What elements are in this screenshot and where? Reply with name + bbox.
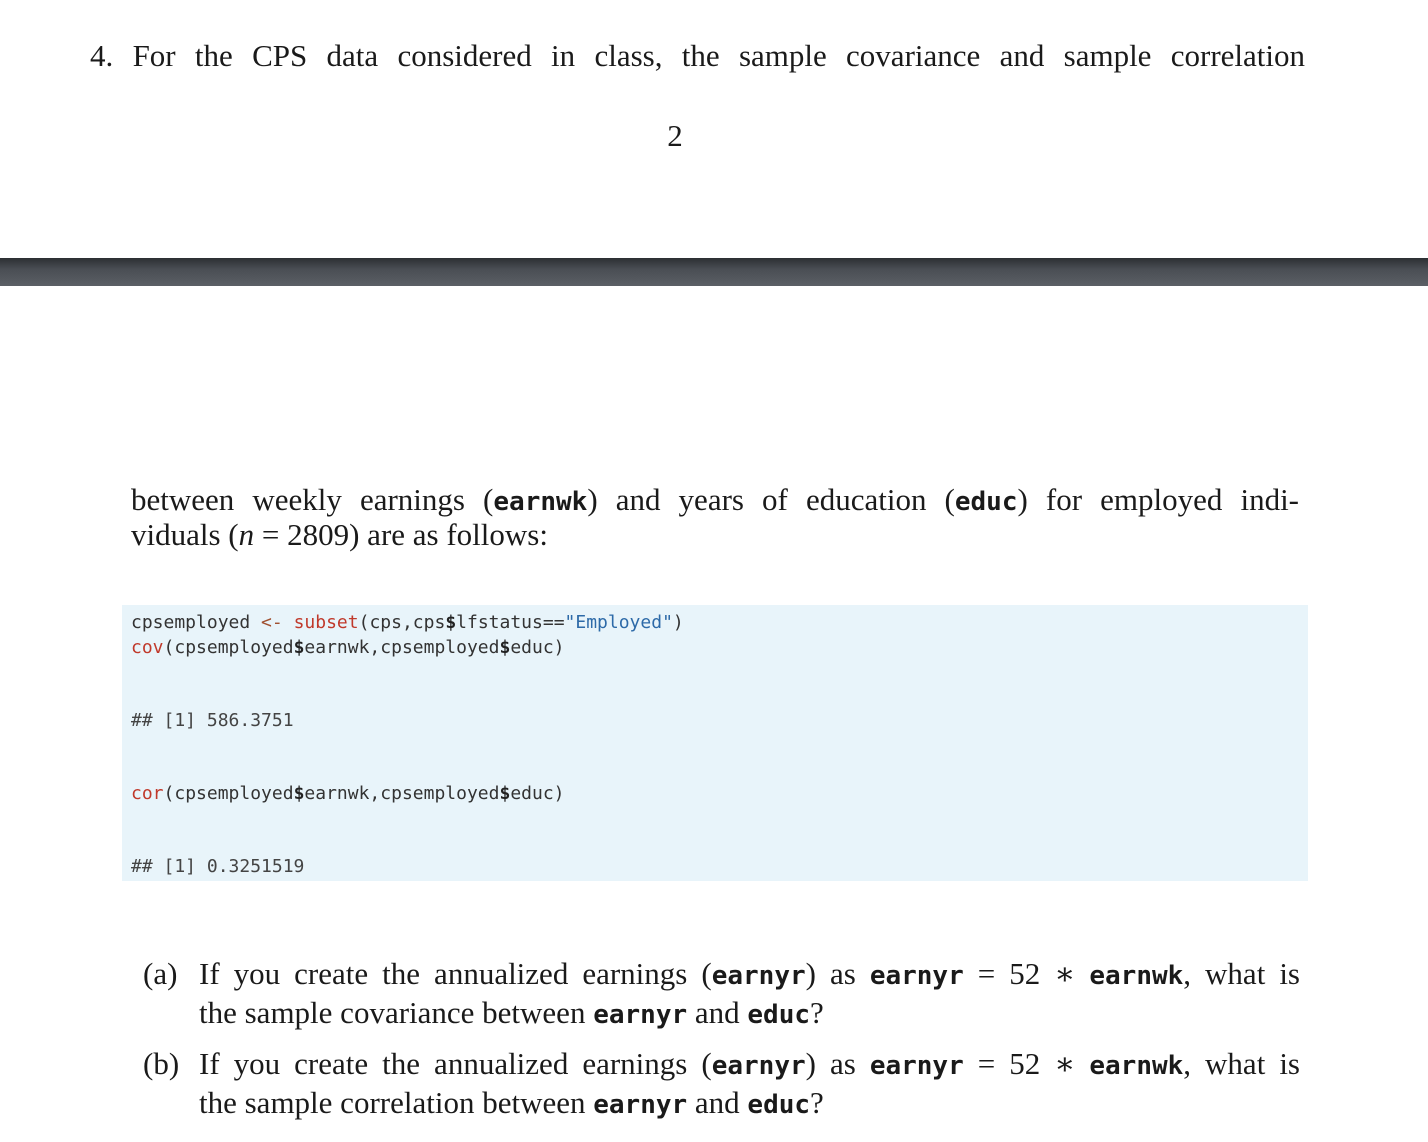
part-text: If you create the annualized earnings (	[199, 1046, 712, 1081]
page-divider	[0, 258, 1428, 286]
code-token: (cps,cps	[358, 612, 446, 633]
code-token: earnwk,cpsemployed	[304, 637, 500, 658]
dollar-operator: $	[293, 637, 305, 658]
code-token: educ)	[510, 783, 565, 804]
paragraph-line-2	[131, 517, 1299, 552]
question-number: 4.	[90, 38, 114, 73]
code-token: (cpsemployed	[163, 637, 294, 658]
part-text: , what is	[1183, 956, 1300, 991]
paragraph-text: viduals (	[131, 517, 239, 552]
code-line-cov	[131, 635, 565, 660]
part-label: (b)	[143, 1046, 180, 1081]
code-token: (cpsemployed	[163, 783, 294, 804]
part-text: ?	[810, 1085, 824, 1120]
part-b-line-1	[199, 1044, 1300, 1086]
part-text: If you create the annualized earnings (	[199, 956, 712, 991]
code-line-subset	[131, 610, 684, 635]
code-token: lfstatus==	[456, 612, 565, 633]
code-token: educ)	[510, 637, 565, 658]
function-name: subset	[293, 612, 359, 633]
part-label: (a)	[143, 956, 178, 991]
part-text: and	[687, 995, 748, 1030]
part-text: = 52 ∗	[963, 956, 1090, 991]
question-text: For the CPS data considered in class, the sample covariance and sample correlation	[132, 38, 1306, 73]
page-number: 2	[667, 118, 683, 153]
part-text: = 52 ∗	[963, 1046, 1090, 1081]
var-earnyr: earnyr	[711, 961, 806, 991]
code-token: earnwk,cpsemployed	[304, 783, 500, 804]
function-name: cor	[131, 783, 164, 804]
assign-operator: <-	[261, 612, 283, 633]
paragraph-text: ) for employed indi-	[1017, 482, 1300, 517]
var-earnyr: earnyr	[869, 961, 964, 991]
var-earnyr: earnyr	[869, 1051, 964, 1081]
function-name: cov	[131, 637, 164, 658]
part-text: ) as	[805, 1046, 870, 1081]
paragraph-text: ) and years of education (	[587, 482, 955, 517]
part-text: , what is	[1183, 1046, 1300, 1081]
code-output-cov: ## [1] 586.3751	[131, 710, 294, 731]
part-a-line-2	[199, 993, 824, 1035]
var-earnyr: earnyr	[711, 1051, 806, 1081]
dollar-operator: $	[499, 783, 511, 804]
code-output-cor: ## [1] 0.3251519	[131, 856, 305, 877]
var-educ: educ	[954, 487, 1018, 517]
dollar-operator: $	[499, 637, 511, 658]
string-literal: "Employed"	[564, 612, 673, 633]
code-line-cor	[131, 781, 565, 806]
var-educ: educ	[747, 1000, 811, 1030]
part-text: ) as	[805, 956, 870, 991]
paragraph-text: = 2809) are as follows:	[254, 517, 548, 552]
paragraph-text: between weekly earnings (	[131, 482, 494, 517]
dollar-operator: $	[293, 783, 305, 804]
code-token: )	[672, 612, 684, 633]
part-a-line-1	[199, 954, 1300, 996]
var-educ: educ	[747, 1090, 811, 1120]
part-text: ?	[810, 995, 824, 1030]
dollar-operator: $	[445, 612, 457, 633]
part-text: the sample covariance between	[199, 995, 594, 1030]
var-earnwk: earnwk	[1089, 961, 1184, 991]
paragraph-line-1	[131, 482, 1299, 520]
code-token: cpsemployed	[131, 612, 262, 633]
var-earnwk: earnwk	[1089, 1051, 1184, 1081]
var-earnyr: earnyr	[593, 1000, 688, 1030]
var-earnwk: earnwk	[493, 487, 588, 517]
part-text: and	[687, 1085, 748, 1120]
math-n: n	[238, 517, 255, 552]
question-intro-line	[90, 36, 1305, 76]
part-text: the sample correlation between	[199, 1085, 594, 1120]
part-b-line-2	[199, 1083, 824, 1125]
var-earnyr: earnyr	[593, 1090, 688, 1120]
